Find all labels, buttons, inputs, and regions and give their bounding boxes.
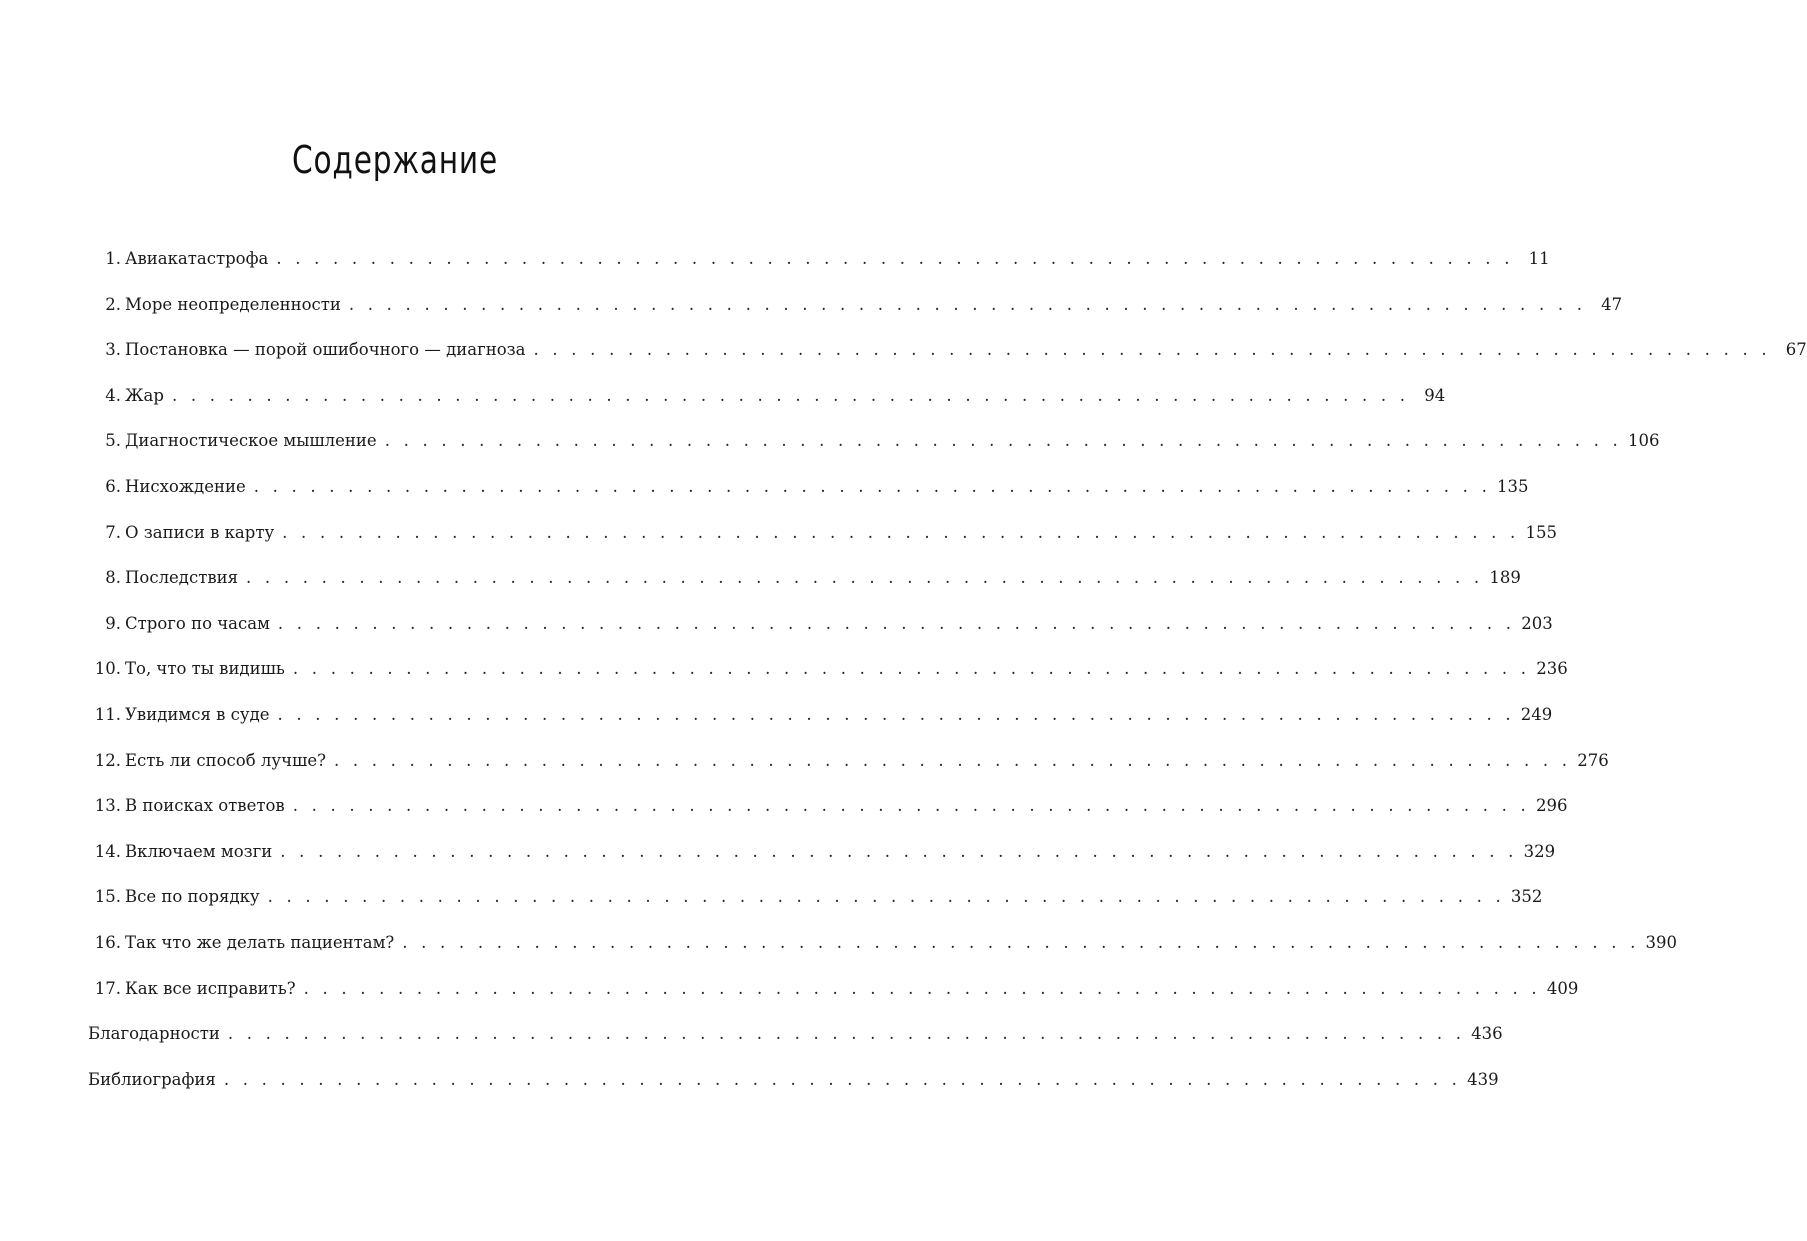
toc-leader-dots: . . . . . . . . . . . . . . . . . . . . . . . . . . . . . . . . . . . . . . . . . . . . . . . . . . . . . . . . . . . . . . . . . . [384,431,1622,451]
toc-leader-dots: . . . . . . . . . . . . . . . . . . . . . . . . . . . . . . . . . . . . . . . . . . . . . . . . . . . . . . . . . . . . . . . . . . [533,340,1771,360]
toc-entry-page: 296 [1536,796,1568,816]
toc-leader-dots: . . . . . . . . . . . . . . . . . . . . . . . . . . . . . . . . . . . . . . . . . . . . . . . . . . . . . . . . . . . . . . . . . . [277,704,1515,724]
toc-entry-number: 4. [105,385,121,405]
toc-entry-7[interactable] [88,517,1557,563]
toc-entry-number: 8. [105,568,121,588]
toc-leader-dots: . . . . . . . . . . . . . . . . . . . . . . . . . . . . . . . . . . . . . . . . . . . . . . . . . . . . . . . . . . . . . . . . . . [292,659,1531,679]
toc-leader-dots: . . . . . . . . . . . . . . . . . . . . . . . . . . . . . . . . . . . . . . . . . . . . . . . . . . . . . . . . . . . . . . . . . . [253,476,1492,496]
toc-entry-title: О записи в карту [125,522,275,542]
toc-entry-6[interactable] [88,471,1529,517]
toc-entry-number: 9. [105,613,121,633]
toc-entry-page: 106 [1627,431,1660,451]
table-of-contents [88,243,1807,1109]
toc-entry-title: Авиакатастрофа [125,249,269,268]
toc-entry-5[interactable] [88,425,1660,471]
toc-entry-number: 17. [94,978,121,998]
toc-entry-11[interactable] [88,699,1553,745]
toc-leader-dots: . . . . . . . . . . . . . . . . . . . . . . . . . . . . . . . . . . . . . . . . . . . . . . . . . . . . . . . . . . . . . . . . . . [280,841,1518,861]
toc-entry-number: 5. [105,431,121,451]
toc-entry-12[interactable] [88,745,1609,791]
toc-leader-dots: . . . . . . . . . . . . . . . . . . . . . . . . . . . . . . . . . . . . . . . . . . . . . . . . . . . . . . . . . . . . . . . . . . [223,1069,1462,1089]
toc-entry-3[interactable] [88,334,1807,380]
toc-leader-dots: . . . . . . . . . . . . . . . . . . . . . . . . . . . . . . . . . . . . . . . . . . . . . . . . . . . . . . . . . . . . . . . . . . [227,1024,1466,1044]
toc-entry-page: 352 [1510,887,1543,907]
toc-entry-number: 7. [105,522,121,542]
toc-entry-number: 11. [94,704,121,724]
toc-entry-title: Нисхождение [125,476,246,496]
toc-entry-page: 409 [1546,978,1579,998]
toc-leader-dots: . . . . . . . . . . . . . . . . . . . . . . . . . . . . . . . . . . . . . . . . . . . . . . . . . . . . . . . . . . . . . . . . . . [333,750,1572,770]
toc-entry-9[interactable] [88,608,1553,654]
toc-entry-page: 276 [1577,750,1609,770]
toc-entry-title: То, что ты видишь [125,659,285,679]
toc-entry-number: 12. [94,750,121,770]
toc-entry-bibliography[interactable] [88,1064,1499,1110]
toc-leader-dots: . . . . . . . . . . . . . . . . . . . . . . . . . . . . . . . . . . . . . . . . . . . . . . . . . . . . . . . . . . . . . . . . . . [277,613,1516,633]
page-title: Содержание [292,138,498,182]
toc-leader-dots: . . . . . . . . . . . . . . . . . . . . . . . . . . . . . . . . . . . . . . . . . . . . . . . . . . . . . . . . . . . . . . . . . . [303,978,1541,998]
toc-leader-dots: . . . . . . . . . . . . . . . . . . . . . . . . . . . . . . . . . . . . . . . . . . . . . . . . . . . . . . . . . . . . . . . . . . [267,887,1505,907]
toc-entry-title: Жар [125,385,164,405]
toc-entry-number: 13. [94,796,121,816]
toc-entry-title: Библиография [88,1069,216,1089]
toc-leader-dots: . . . . . . . . . . . . . . . . . . . . . . . . . . . . . . . . . . . . . . . . . . . . . . . . . . . . . . . . . . . . . . . . . . [348,294,1587,314]
toc-entry-number: 3. [105,340,121,360]
toc-entry-title: Увидимся в суде [125,704,270,724]
toc-entry-title: Диагностическое мышление [125,431,377,451]
toc-entry-number: 16. [94,932,121,952]
toc-entry-page: 436 [1471,1024,1503,1044]
toc-entry-number: 6. [105,476,121,496]
toc-entry-page: 249 [1520,704,1553,724]
toc-entry-8[interactable] [88,562,1521,608]
toc-entry-title: Последствия [125,568,239,588]
toc-leader-dots: . . . . . . . . . . . . . . . . . . . . . . . . . . . . . . . . . . . . . . . . . . . . . . . . . . . . . . . . . . . . . . . . . . [276,249,1514,268]
toc-entry-title: В поисках ответов [125,796,285,816]
toc-leader-dots: . . . . . . . . . . . . . . . . . . . . . . . . . . . . . . . . . . . . . . . . . . . . . . . . . . . . . . . . . . . . . . . . . . [292,796,1530,816]
toc-leader-dots: . . . . . . . . . . . . . . . . . . . . . . . . . . . . . . . . . . . . . . . . . . . . . . . . . . . . . . . . . . . . . . . . . . [402,932,1640,952]
toc-entry-title: Благодарности [88,1024,220,1044]
toc-entry-page: 390 [1645,932,1678,952]
toc-entry-number: 14. [94,841,121,861]
toc-leader-dots: . . . . . . . . . . . . . . . . . . . . . . . . . . . . . . . . . . . . . . . . . . . . . . . . . . . . . . . . . . . . . . . . . . [171,385,1410,405]
toc-entry-title: Все по порядку [125,887,260,907]
toc-entry-page: 11 [1528,249,1550,268]
toc-entry-1[interactable] [88,243,1550,289]
toc-entry-acknowledgements[interactable] [88,1018,1503,1064]
toc-entry-page: 329 [1523,841,1556,861]
toc-entry-number: 2. [105,294,121,314]
toc-entry-title: Включаем мозги [125,841,273,861]
toc-entry-17[interactable] [88,973,1579,1019]
toc-entry-title: Так что же делать пациентам? [125,932,395,952]
toc-entry-14[interactable] [88,836,1556,882]
toc-entry-page: 155 [1525,522,1557,542]
toc-entry-number: 10. [94,659,121,679]
toc-entry-page: 203 [1521,613,1553,633]
toc-entry-page: 439 [1467,1069,1499,1089]
toc-entry-title: Строго по часам [125,613,270,633]
toc-entry-number: 15. [94,887,121,907]
toc-entry-2[interactable] [88,289,1623,335]
toc-entry-title: Постановка — порой ошибочного — диагноза [125,340,526,360]
toc-entry-page: 94 [1424,385,1446,405]
toc-entry-title: Море неопределенности [125,294,341,314]
toc-entry-16[interactable] [88,927,1678,973]
toc-entry-page: 47 [1601,294,1623,314]
toc-entry-number: 1. [105,249,121,268]
toc-entry-page: 67 [1785,340,1807,360]
toc-entry-title: Есть ли способ лучше? [125,750,326,770]
toc-entry-15[interactable] [88,881,1543,927]
toc-entry-page: 135 [1497,476,1529,496]
toc-entry-page: 236 [1536,659,1568,679]
toc-leader-dots: . . . . . . . . . . . . . . . . . . . . . . . . . . . . . . . . . . . . . . . . . . . . . . . . . . . . . . . . . . . . . . . . . . [246,568,1484,588]
toc-entry-4[interactable] [88,380,1446,426]
toc-entry-page: 189 [1489,568,1521,588]
toc-leader-dots: . . . . . . . . . . . . . . . . . . . . . . . . . . . . . . . . . . . . . . . . . . . . . . . . . . . . . . . . . . . . . . . . . . [282,522,1520,542]
toc-entry-10[interactable] [88,653,1568,699]
toc-entry-13[interactable] [88,790,1568,836]
toc-entry-title: Как все исправить? [125,978,296,998]
